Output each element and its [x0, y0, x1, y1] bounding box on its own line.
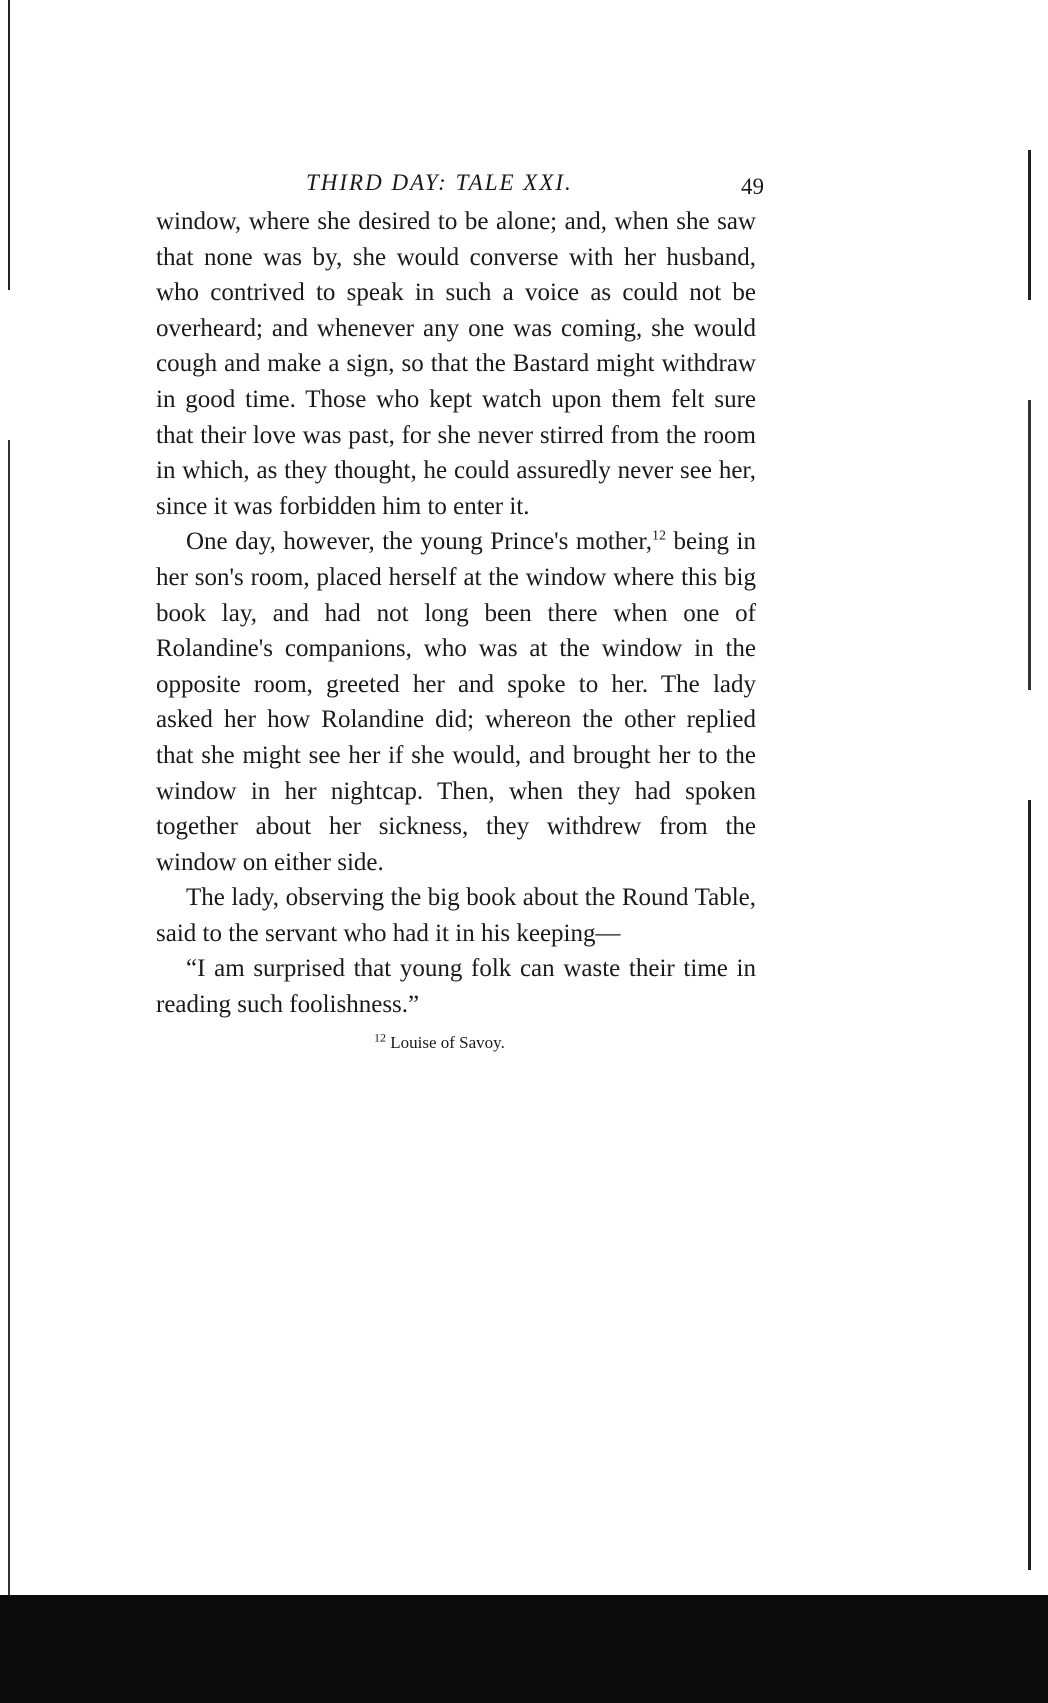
paragraph-2: [156, 524, 756, 880]
scan-bottom-band: [0, 1595, 1048, 1703]
paragraph-2-rest: being in her son's room, placed herself at the window where this big book lay, and had not long been there when one of Rolandine's companions, who was at the window in the opposite room, greeted her and spoke to her. The lady asked her how Rolandine did; whereon the other replied that she might see her if she would, and brought her to the window in her nightcap. Then, when they had spoken together about her sickness, they withdrew from the window on either side.: [156, 528, 756, 876]
running-head: [156, 164, 764, 204]
footnote: [156, 1031, 756, 1055]
paragraph-3: The lady, observing the big book about the Round Table, said to the servant who had it in his keeping—: [156, 884, 756, 947]
running-title: THIRD DAY: TALE XXI.: [306, 170, 573, 195]
scan-edge-right: [1028, 150, 1031, 1570]
paragraph-2-start: One day, however, the young Prince's mother,: [186, 528, 652, 556]
footnote-marker: 12: [374, 1030, 386, 1044]
scan-edge-left: [8, 0, 10, 1600]
book-page: [156, 164, 764, 1055]
paragraph-1: window, where she desired to be alone; and, when she saw that none was by, she would converse with her husband, who contrived to speak in such a voice as could not be overheard; and whenever any one was coming, she would cough and make a sign, so that the Bastard might withdraw in good time. Those who kept watch upon them felt sure that their love was past, for she never stirred from the room in which, as they thought, he could assuredly never see her, since it was forbidden him to enter it.: [156, 208, 756, 520]
footnote-reference: 12: [651, 529, 666, 545]
footnote-text: Louise of Savoy.: [390, 1032, 505, 1052]
paragraph-4: “I am surprised that young folk can waste their time in reading such foolishness.”: [156, 955, 756, 1019]
page-number: 49: [741, 174, 764, 199]
